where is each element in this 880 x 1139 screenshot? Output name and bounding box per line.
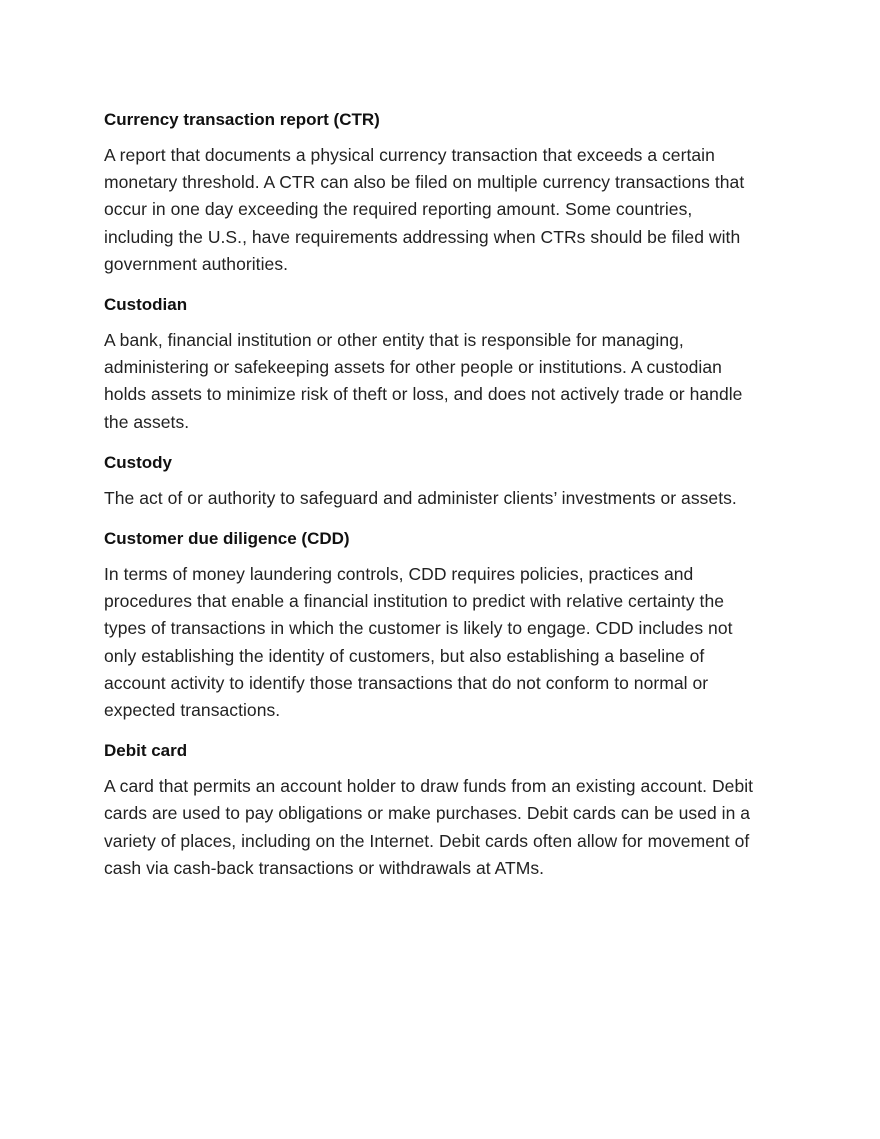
term-definition: A bank, financial institution or other entity that is responsible for managing, administering or safekeeping assets for other people or institutions. A custodian holds assets to minimize risk of theft or loss, and does not actively trade or handle the assets. (104, 330, 743, 432)
term-heading: Currency transaction report (CTR) (104, 110, 380, 129)
glossary-entry-debit-card (104, 739, 754, 882)
glossary-entry-ctr (104, 108, 754, 278)
glossary-page (104, 108, 754, 897)
term-definition: A report that documents a physical currency transaction that exceeds a certain monetary threshold. A CTR can also be filed on multiple currency transactions that occur in one day exceeding the required reporting amount. Some countries, including the U.S., have requirements addressing when CTRs should be filed with government authorities. (104, 145, 745, 274)
glossary-entry-cdd (104, 527, 754, 724)
term-heading: Customer due diligence (CDD) (104, 529, 350, 549)
glossary-entry-custody (104, 451, 754, 512)
term-heading: Custodian (104, 295, 188, 315)
term-heading: Custody (104, 452, 172, 472)
term-definition: The act of or authority to safeguard and administer clients’ investments or assets. (104, 487, 737, 508)
term-definition: A card that permits an account holder to draw funds from an existing account. Debit cards are used to pay obligations or make purchases. Debit cards can be used in a variety of places, including on the Internet. Debit cards often allow for movement of cash via cash-back transactions or withdrawals at ATMs. (104, 776, 754, 878)
term-definition: In terms of money laundering controls, CDD requires policies, practices and procedures that enable a financial institution to predict with relative certainty the types of transactions in which the customer is likely to engage. CDD includes not only establishing the identity of customers, but also establishing a baseline of account activity to identify those transactions that do not conform to normal or expected transactions. (104, 564, 733, 721)
term-heading: Debit card (104, 741, 188, 761)
glossary-entry-custodian (104, 293, 754, 436)
